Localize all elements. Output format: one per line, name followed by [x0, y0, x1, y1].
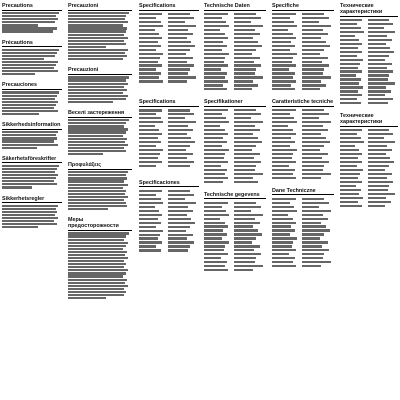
column-1 [2, 3, 62, 231]
section-title: Précautions [2, 40, 62, 48]
section-body [68, 232, 132, 299]
spec-table [204, 12, 266, 91]
section-title: Dane Techniczne [272, 188, 334, 196]
spec-table [272, 197, 334, 268]
section-title: Säkerhetsföreskrifter [2, 156, 62, 164]
section-body [2, 205, 62, 229]
section-body [68, 119, 132, 155]
section-title: Specifications [139, 99, 199, 107]
spec-table [139, 189, 199, 253]
spec-table [139, 108, 199, 168]
column-4 [204, 3, 266, 274]
spec-table [204, 201, 266, 272]
section-title: Specifications [139, 3, 199, 11]
section-body [2, 91, 62, 115]
column-5 [272, 3, 334, 270]
spec-table [340, 18, 398, 105]
section-title: Specificaciones [139, 180, 199, 188]
column-3 [139, 3, 199, 254]
spec-table [204, 108, 266, 183]
column-2 [68, 3, 132, 302]
section-body [2, 131, 62, 149]
column-6 [340, 3, 398, 210]
spec-table [340, 128, 398, 207]
section-body [68, 171, 132, 210]
section-title: Technische gegevens [204, 192, 266, 200]
section-title: Sikkerhedsinformation [2, 122, 61, 129]
spec-table [139, 12, 199, 83]
section-title: Precauciones [2, 82, 62, 90]
section-body [68, 12, 132, 60]
section-body [2, 49, 62, 76]
section-title: Меры предосторожности [68, 217, 132, 231]
section-title: Технические характеристики [340, 113, 398, 127]
section-body [68, 76, 132, 103]
section-title: Precauzioni [68, 67, 132, 75]
section-title: Caratteristiche tecniche [272, 99, 334, 106]
section-title: Веселі застереження [68, 110, 132, 118]
section-title: Specifiche [272, 3, 334, 11]
section-body [2, 165, 62, 189]
section-body [2, 12, 62, 33]
section-title: Specifikationer [204, 99, 266, 107]
section-title: Precauzioni [68, 3, 132, 11]
section-title: Precautions [2, 3, 62, 11]
section-title: Sikkerhetsregler [2, 196, 62, 204]
section-title: Технические характеристики [340, 3, 398, 17]
spec-table [272, 108, 334, 179]
section-title: Προφυλάξεις [68, 162, 132, 170]
spec-table [272, 12, 334, 91]
section-title: Technische Daten [204, 3, 266, 11]
